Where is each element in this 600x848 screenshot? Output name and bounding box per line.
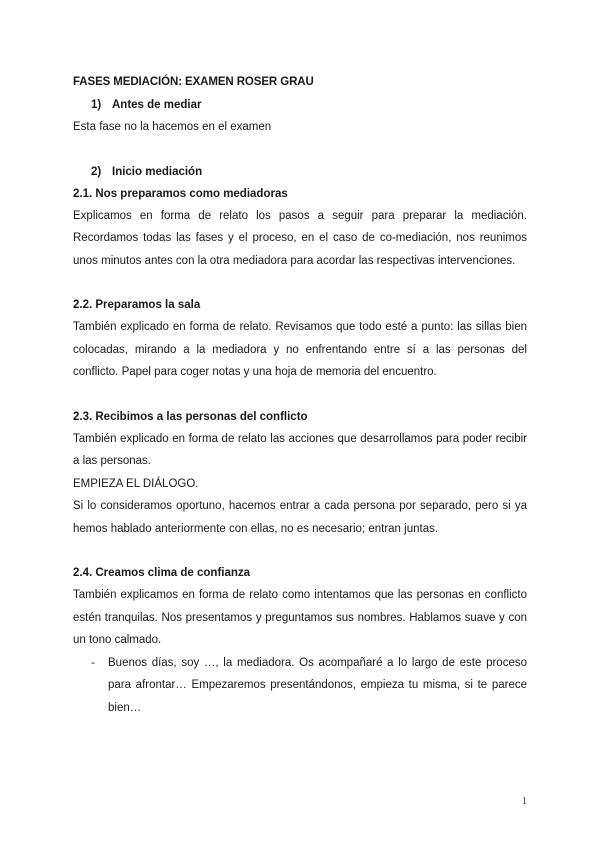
subsection-2-3-text-3: Si lo consideramos oportuno, hacemos entrar a cada persona por separado, pero si ya hemos hablado anteriormente con ellas, no es necesario; entran juntas.: [73, 500, 527, 535]
spacer: [73, 139, 527, 161]
spacer: [73, 384, 527, 406]
subsection-2-4-text: También explicamos en forma de relato como intentamos que las personas en conflicto estén tranquilas. Nos presentamos y preguntamos sus nombres. Hablamos suave y con un tono calmado.: [73, 589, 527, 646]
section-2-title: Inicio mediación: [112, 165, 203, 178]
page-content: [73, 72, 527, 719]
subsection-2-2-heading: 2.2. Preparamos la sala: [73, 299, 201, 311]
section-2-number: 2): [91, 165, 102, 178]
subsection-2-3-heading: 2.3. Recibimos a las personas del conflicto: [73, 410, 308, 423]
section-1-text: Esta fase no la hacemos en el examen: [73, 121, 272, 133]
list-bullet-dash: -: [91, 656, 95, 669]
spacer: [73, 272, 527, 294]
subsection-2-1-heading: 2.1. Nos preparamos como mediadoras: [73, 187, 288, 200]
spacer: [73, 540, 527, 562]
section-2-heading: [73, 161, 527, 183]
subsection-2-1-text: Explicamos en forma de relato los pasos a seguir para preparar la mediación. Recordamos todas las fases y el proceso, en el caso de co-mediación, nos reunimos unos minutos antes con la otra mediadora para acordar las respectivas intervenciones.: [73, 209, 527, 267]
list-item-text: Buenos días, soy …, la mediadora. Os acompañaré a lo largo de este proceso para afrontar… Empezaremos presentándonos, empieza tu misma, si te parece bien…: [108, 656, 527, 714]
subsection-2-3-text-2: EMPIEZA EL DIÁLOGO.: [73, 477, 199, 490]
subsection-2-2-text: También explicado en forma de relato. Revisamos que todo esté a punto: las sillas bien colocadas, mirando a la mediadora y no enfrentando entre sí a las personas del conflicto. Papel para coger notas y una hoja de memoria del encuentro.: [73, 321, 527, 378]
list-item: [73, 652, 527, 720]
section-1-heading: [73, 94, 527, 116]
section-1-title: Antes de mediar: [112, 99, 202, 111]
subsection-2-3-text-1: También explicado en forma de relato las acciones que desarrollamos para poder recibir a las personas.: [73, 432, 527, 467]
section-1-number: 1): [91, 99, 102, 111]
subsection-2-4-heading: 2.4. Creamos clima de confianza: [73, 567, 251, 579]
page-number: 1: [522, 796, 527, 807]
document-title: FASES MEDIACIÓN: EXAMEN ROSER GRAU: [73, 76, 314, 88]
